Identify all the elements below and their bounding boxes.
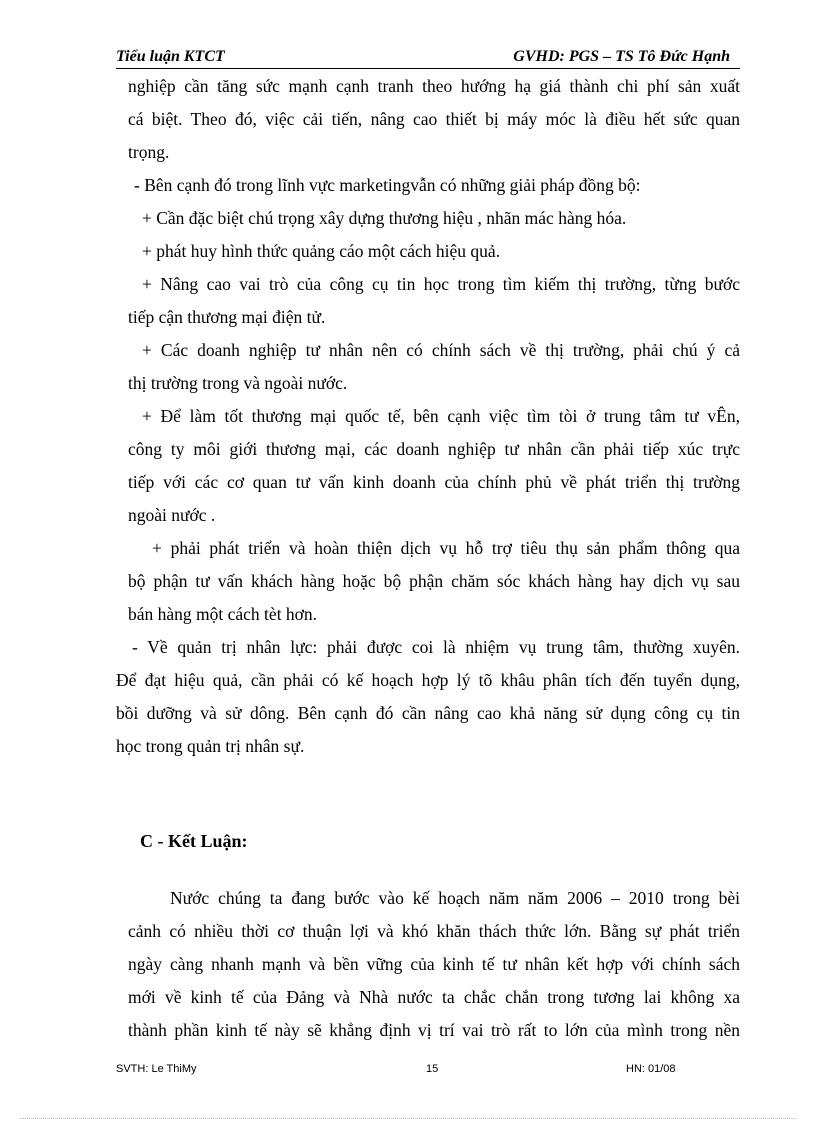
- text-line: thành phần kinh tế này sẽ khẳng định vị trí vai trò rất to lớn của mình trong nền: [128, 1020, 740, 1040]
- page-number: 15: [426, 1063, 439, 1075]
- text-line: ngoài nước .: [128, 505, 216, 525]
- text-line: cảnh có nhiều thời cơ thuận lợi và khó khăn thách thức lớn. Bằng sự phát triển: [128, 921, 740, 941]
- text-line: mới về kinh tế của Đảng và Nhà nước ta chắc chắn trong tương lai không xa: [128, 987, 740, 1007]
- text-line: trọng.: [128, 142, 170, 162]
- header-advisor: GVHD: PGS – TS Tô Đức Hạnh: [513, 48, 730, 65]
- section-heading: C - Kết Luận:: [140, 831, 248, 851]
- text-line: Để đạt hiệu quả, cần phải có kế hoạch hợp lý tõ khâu phân tích đến tuyển dụng,: [116, 670, 740, 690]
- text-line: bộ phận tư vấn khách hàng hoặc bộ phận chăm sóc khách hàng hay dịch vụ sau: [128, 571, 740, 591]
- text-line: + Cần đặc biệt chú trọng xây dựng thương hiệu , nhãn mác hàng hóa.: [142, 208, 627, 228]
- text-line: tiếp với các cơ quan tư vấn kinh doanh của chính phủ về phát triển thị trường: [128, 472, 740, 492]
- text-line: - Bên cạnh đó trong lĩnh vực marketingvẫn có những giải pháp đồng bộ:: [134, 175, 641, 195]
- text-line: + phát huy hình thức quảng cáo một cách hiệu quả.: [142, 241, 501, 261]
- text-line: Nước chúng ta đang bước vào kế hoạch năm năm 2006 – 2010 trong bèi: [170, 888, 740, 908]
- page-bottom-border: [20, 1118, 796, 1119]
- text-line: thị trường trong và ngoài nước.: [128, 373, 348, 393]
- text-line: + Nâng cao vai trò của công cụ tin học trong tìm kiếm thị trường, từng bước: [142, 274, 740, 294]
- text-line: - Về quản trị nhân lực: phải được coi là nhiệm vụ trung tâm, thường xuyên.: [132, 637, 740, 657]
- text-line: học trong quản trị nhân sự.: [116, 736, 305, 756]
- text-line: + phải phát triển và hoàn thiện dịch vụ hỗ trợ tiêu thụ sản phẩm thông qua: [152, 538, 740, 558]
- text-line: tiếp cận thương mại điện tử.: [128, 307, 326, 327]
- text-line: nghiệp cần tăng sức mạnh cạnh tranh theo hướng hạ giá thành chi phí sản xuất: [128, 76, 740, 96]
- text-line: + Các doanh nghiệp tư nhân nên có chính sách về thị trường, phải chú ý cả: [142, 340, 740, 360]
- footer-author: SVTH: Le ThiMy: [116, 1063, 197, 1075]
- header-title: Tiểu luận KTCT: [116, 48, 225, 65]
- text-line: + Để làm tốt thương mại quốc tế, bên cạnh việc tìm tòi ở trung tâm tư vÊn,: [142, 406, 740, 426]
- text-line: bán hàng một cách tèt hơn.: [128, 604, 318, 624]
- text-line: ngày càng nhanh mạnh và bền vững của kinh tế tư nhân kết hợp với chính sách: [128, 954, 740, 974]
- text-line: bồi dưỡng và sử dông. Bên cạnh đó cần nâng cao khả năng sử dụng công cụ tin: [116, 703, 740, 723]
- footer-date: HN: 01/08: [626, 1063, 676, 1075]
- page-header: [116, 48, 740, 69]
- text-line: công ty môi giới thương mại, các doanh nghiệp tư nhân cần phải tiếp xúc trực: [128, 439, 740, 459]
- text-line: cá biệt. Theo đó, việc cải tiến, nâng cao thiết bị máy móc là điều hết sức quan: [128, 109, 740, 129]
